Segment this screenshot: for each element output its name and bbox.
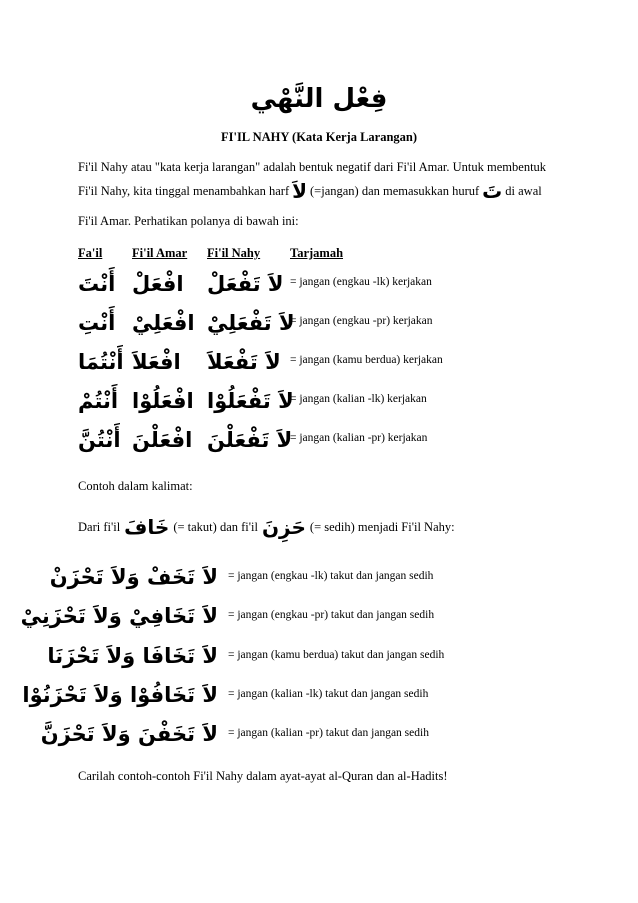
contoh-intro — [78, 515, 455, 539]
intro-line-2-a: Fi'il Nahy, kita tinggal menambahkan harf — [78, 184, 290, 198]
table-row — [0, 346, 638, 382]
example-tarjamah: = jangan (kalian -lk) takut dan jangan sedih — [228, 688, 429, 700]
contoh-intro-b: (= takut) dan fi'il — [173, 520, 258, 534]
example-row — [0, 561, 638, 599]
intro-line-2-c: di awal — [505, 184, 542, 198]
table-row — [0, 268, 638, 304]
header-nahy: Fi'il Nahy — [207, 246, 261, 260]
page-title: FI'IL NAHY (Kata Kerja Larangan) — [220, 130, 418, 144]
fail-cell: أَنْتُمْ — [78, 389, 119, 413]
table-row — [0, 385, 638, 421]
example-arabic: لاَ تَخَافِيْ وَلاَ تَحْزَنِيْ — [20, 604, 218, 628]
contoh-heading: Contoh dalam kalimat: — [78, 479, 193, 493]
example-tarjamah: = jangan (kalian -pr) takut dan jangan sedih — [228, 727, 429, 739]
fail-cell: أَنْتُنَّ — [78, 428, 121, 452]
intro-line-2-b: (=jangan) dan memasukkan huruf — [310, 184, 480, 198]
example-row — [0, 600, 638, 638]
contoh-intro-a: Dari fi'il — [78, 520, 121, 534]
example-arabic: لاَ تَخَفْ وَلاَ تَحْزَنْ — [49, 565, 218, 589]
example-arabic: لاَ تَخَافَا وَلاَ تَحْزَنَا — [47, 644, 218, 668]
amar-cell: افْعَلْنَ — [132, 428, 193, 452]
fail-cell: أَنْتِ — [78, 311, 116, 335]
contoh-intro-c: (= sedih) menjadi Fi'il Nahy: — [309, 520, 455, 534]
example-tarjamah: = jangan (kamu berdua) takut dan jangan sedih — [228, 649, 445, 661]
intro-line-2 — [78, 179, 568, 203]
tarjamah-cell: = jangan (kalian -lk) kerjakan — [290, 393, 427, 405]
intro-line-3: Fi'il Amar. Perhatikan polanya di bawah ini: — [78, 214, 299, 228]
tarjamah-cell: = jangan (kamu berdua) kerjakan — [290, 354, 443, 366]
amar-cell: افْعَلِيْ — [132, 311, 195, 335]
table-row — [0, 307, 638, 343]
amar-cell: افْعَلاَ — [132, 350, 181, 374]
closing-text: Carilah contoh-contoh Fi'il Nahy dalam ayat-ayat al-Quran dan al-Hadits! — [78, 769, 448, 783]
table-row — [0, 424, 638, 460]
huruf-ta: تَ — [482, 179, 503, 203]
header-fail: Fa'il — [78, 246, 103, 260]
nahy-cell: لاَ تَفْعَلْنَ — [207, 428, 293, 452]
nahy-cell: لاَ تَفْعَلاَ — [207, 350, 281, 374]
tarjamah-cell: = jangan (engkau -pr) kerjakan — [290, 315, 433, 327]
fiil-hazina: حَزِنَ — [261, 515, 306, 539]
fiil-khafa: خَافَ — [124, 515, 170, 539]
example-arabic: لاَ تَخَافُوْا وَلاَ تَحْزَنُوْا — [22, 683, 218, 707]
header-amar: Fi'il Amar — [132, 246, 188, 260]
amar-cell: افْعَلُوْا — [132, 389, 194, 413]
example-row — [0, 679, 638, 717]
intro-line-1: Fi'il Nahy atau "kata kerja larangan" adalah bentuk negatif dari Fi'il Amar. Untuk membentuk — [78, 160, 547, 174]
example-tarjamah: = jangan (engkau -pr) takut dan jangan sedih — [228, 609, 435, 621]
nahy-cell: لاَ تَفْعَلُوْا — [207, 389, 294, 413]
example-tarjamah: = jangan (engkau -lk) takut dan jangan sedih — [228, 570, 434, 582]
fail-cell: أَنْتُمَا — [78, 350, 124, 374]
fail-cell: أَنْتَ — [78, 272, 116, 296]
nahy-cell: لاَ تَفْعَلِيْ — [207, 311, 295, 335]
amar-cell: افْعَلْ — [132, 272, 184, 296]
header-tarjamah: Tarjamah — [290, 246, 344, 260]
harf-la: لاَ — [292, 179, 308, 203]
tarjamah-cell: = jangan (kalian -pr) kerjakan — [290, 432, 428, 444]
arabic-title: فِعْل النَّهْي — [250, 84, 388, 114]
example-row — [0, 718, 638, 756]
tarjamah-cell: = jangan (engkau -lk) kerjakan — [290, 276, 432, 288]
example-row — [0, 640, 638, 678]
nahy-cell: لاَ تَفْعَلْ — [207, 272, 284, 296]
example-arabic: لاَ تَخَفْنَ وَلاَ تَحْزَنَّ — [40, 722, 218, 746]
